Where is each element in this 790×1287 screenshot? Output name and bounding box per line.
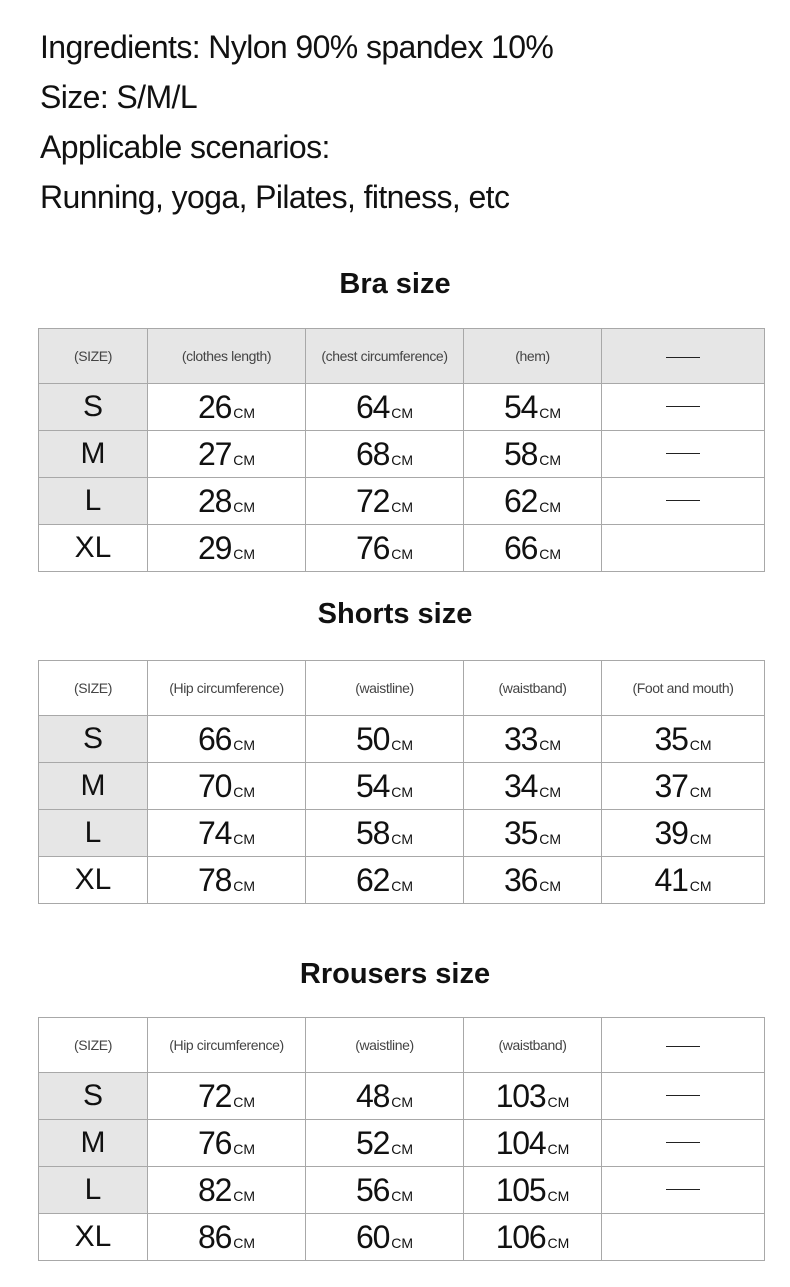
- dash-icon: [666, 500, 700, 501]
- value-cell: [464, 1073, 602, 1120]
- header-cell: (SIZE): [39, 1018, 148, 1073]
- header-cell: [602, 1018, 765, 1073]
- value: 104: [495, 1124, 546, 1161]
- dash-icon: [666, 406, 700, 407]
- header-cell: [602, 329, 765, 384]
- dash-icon: [666, 1189, 700, 1190]
- value: 33: [504, 720, 538, 757]
- value: 48: [356, 1077, 390, 1114]
- header-cell: (waistband): [464, 1018, 602, 1073]
- value: 68: [356, 435, 390, 472]
- value: 72: [356, 482, 390, 519]
- value: 58: [356, 814, 390, 851]
- unit-label: CM: [233, 830, 255, 847]
- unit-label: CM: [391, 877, 413, 894]
- size-cell: L: [39, 1167, 148, 1214]
- unit-label: CM: [689, 783, 712, 800]
- value-cell: [306, 857, 464, 904]
- value: 62: [356, 861, 390, 898]
- value: 105: [495, 1171, 546, 1208]
- value: 37: [654, 767, 688, 804]
- unit-label: CM: [539, 830, 561, 847]
- header-cell: (hem): [464, 329, 602, 384]
- value-cell: [464, 478, 602, 525]
- unit-label: CM: [391, 1234, 413, 1251]
- value-cell: [602, 384, 765, 431]
- table-row: [39, 1073, 765, 1120]
- value: 66: [198, 720, 232, 757]
- value: 78: [198, 861, 232, 898]
- value-cell: [306, 1214, 464, 1261]
- value: 36: [504, 861, 538, 898]
- value-cell: [306, 1120, 464, 1167]
- header-cell: (Foot and mouth): [602, 661, 765, 716]
- value: 50: [356, 720, 390, 757]
- value-cell: [148, 763, 306, 810]
- value-cell: [306, 1167, 464, 1214]
- unit-label: CM: [539, 545, 561, 562]
- unit-label: CM: [391, 830, 413, 847]
- trousers-size-title: Rrousers size: [299, 958, 491, 990]
- size-line: Size: S/M/L: [40, 79, 198, 115]
- unit-label: CM: [539, 877, 561, 894]
- dash-icon: [666, 453, 700, 454]
- unit-label: CM: [233, 736, 255, 753]
- size-cell: M: [39, 431, 148, 478]
- unit-label: CM: [391, 783, 413, 800]
- header-cell: (waistline): [306, 661, 464, 716]
- dash-icon: [666, 357, 700, 358]
- dash-icon: [666, 1046, 700, 1047]
- size-cell: S: [39, 716, 148, 763]
- unit-label: CM: [689, 877, 712, 894]
- value: 86: [198, 1218, 232, 1255]
- header-cell: (clothes length): [148, 329, 306, 384]
- value-cell: [464, 1167, 602, 1214]
- table-row: [39, 857, 765, 904]
- ingredients-line: Ingredients: Nylon 90% spandex 10%: [40, 29, 554, 65]
- value-cell: [148, 857, 306, 904]
- size-cell: L: [39, 810, 148, 857]
- value-cell: [306, 763, 464, 810]
- dash-icon: [666, 1142, 700, 1143]
- value-cell: [602, 857, 765, 904]
- value-cell: [148, 1120, 306, 1167]
- table-row: [39, 478, 765, 525]
- value-cell: [306, 810, 464, 857]
- empty-cell: [602, 525, 765, 572]
- header-cell: (Hip circumference): [148, 1018, 306, 1073]
- value-cell: [602, 1167, 765, 1214]
- value-cell: [148, 431, 306, 478]
- unit-label: CM: [547, 1187, 570, 1204]
- value: 64: [356, 388, 390, 425]
- scenarios-line: Running, yoga, Pilates, fitness, etc: [40, 179, 510, 215]
- value-cell: [148, 384, 306, 431]
- value-cell: [602, 763, 765, 810]
- unit-label: CM: [233, 783, 255, 800]
- value: 26: [198, 388, 232, 425]
- table-row: [39, 763, 765, 810]
- trousers-size-table: [38, 1017, 765, 1261]
- size-cell: S: [39, 1073, 148, 1120]
- header-cell: (SIZE): [39, 661, 148, 716]
- empty-cell: [602, 1214, 765, 1261]
- value-cell: [148, 525, 306, 572]
- value: 58: [504, 435, 538, 472]
- table-header-row: [39, 1018, 765, 1073]
- unit-label: CM: [391, 1140, 413, 1157]
- value: 35: [504, 814, 538, 851]
- value: 62: [504, 482, 538, 519]
- shorts-size-table: [38, 660, 765, 904]
- size-cell: XL: [39, 857, 148, 904]
- shorts-size-title: Shorts size: [317, 598, 473, 630]
- size-cell: L: [39, 478, 148, 525]
- value-cell: [464, 810, 602, 857]
- value-cell: [148, 1214, 306, 1261]
- bra-size-title: Bra size: [339, 268, 451, 300]
- size-cell: XL: [39, 525, 148, 572]
- value: 56: [356, 1171, 390, 1208]
- header-cell: (Hip circumference): [148, 661, 306, 716]
- unit-label: CM: [689, 736, 712, 753]
- unit-label: CM: [233, 498, 255, 515]
- unit-label: CM: [233, 1187, 255, 1204]
- value-cell: [148, 810, 306, 857]
- table-row: [39, 525, 765, 572]
- value: 66: [504, 529, 538, 566]
- size-cell: M: [39, 1120, 148, 1167]
- value: 34: [504, 767, 538, 804]
- size-cell: S: [39, 384, 148, 431]
- table-row: [39, 1167, 765, 1214]
- value-cell: [464, 1120, 602, 1167]
- scenarios-label: Applicable scenarios:: [40, 129, 330, 165]
- header-cell: (waistline): [306, 1018, 464, 1073]
- unit-label: CM: [233, 1093, 255, 1110]
- value: 27: [198, 435, 232, 472]
- unit-label: CM: [539, 498, 561, 515]
- value-cell: [464, 857, 602, 904]
- value: 28: [198, 482, 232, 519]
- value: 60: [356, 1218, 390, 1255]
- unit-label: CM: [547, 1140, 570, 1157]
- size-cell: XL: [39, 1214, 148, 1261]
- header-cell: (waistband): [464, 661, 602, 716]
- value: 72: [198, 1077, 232, 1114]
- value-cell: [464, 525, 602, 572]
- unit-label: CM: [233, 877, 255, 894]
- value-cell: [306, 431, 464, 478]
- table-row: [39, 384, 765, 431]
- value: 41: [654, 861, 688, 898]
- unit-label: CM: [391, 498, 413, 515]
- value-cell: [602, 1073, 765, 1120]
- unit-label: CM: [539, 783, 561, 800]
- unit-label: CM: [233, 545, 255, 562]
- unit-label: CM: [391, 736, 413, 753]
- value: 70: [198, 767, 232, 804]
- unit-label: CM: [391, 545, 413, 562]
- table-row: [39, 431, 765, 478]
- value-cell: [306, 525, 464, 572]
- unit-label: CM: [233, 1140, 255, 1157]
- value: 54: [504, 388, 538, 425]
- value: 35: [654, 720, 688, 757]
- value-cell: [148, 716, 306, 763]
- value-cell: [148, 478, 306, 525]
- value: 52: [356, 1124, 390, 1161]
- unit-label: CM: [547, 1234, 570, 1251]
- table-header-row: [39, 661, 765, 716]
- unit-label: CM: [547, 1093, 570, 1110]
- value-cell: [602, 1120, 765, 1167]
- unit-label: CM: [539, 736, 561, 753]
- value: 76: [356, 529, 390, 566]
- value: 106: [495, 1218, 546, 1255]
- unit-label: CM: [391, 1093, 413, 1110]
- table-header-row: [39, 329, 765, 384]
- unit-label: CM: [391, 404, 413, 421]
- unit-label: CM: [233, 1234, 255, 1251]
- value-cell: [464, 384, 602, 431]
- value: 39: [654, 814, 688, 851]
- table-row: [39, 716, 765, 763]
- value-cell: [306, 716, 464, 763]
- unit-label: CM: [539, 451, 561, 468]
- value: 76: [198, 1124, 232, 1161]
- value-cell: [148, 1167, 306, 1214]
- size-cell: M: [39, 763, 148, 810]
- dash-icon: [666, 1095, 700, 1096]
- header-cell: (chest circumference): [306, 329, 464, 384]
- value-cell: [464, 1214, 602, 1261]
- value-cell: [602, 716, 765, 763]
- product-intro: [40, 22, 553, 222]
- bra-size-table: [38, 328, 765, 572]
- value-cell: [464, 431, 602, 478]
- unit-label: CM: [539, 404, 561, 421]
- value-cell: [602, 431, 765, 478]
- value: 82: [198, 1171, 232, 1208]
- value: 54: [356, 767, 390, 804]
- table-row: [39, 1214, 765, 1261]
- unit-label: CM: [233, 451, 255, 468]
- value-cell: [306, 384, 464, 431]
- unit-label: CM: [233, 404, 255, 421]
- unit-label: CM: [391, 451, 413, 468]
- table-row: [39, 810, 765, 857]
- value-cell: [602, 810, 765, 857]
- value: 29: [198, 529, 232, 566]
- value-cell: [306, 1073, 464, 1120]
- value: 103: [495, 1077, 546, 1114]
- header-cell: (SIZE): [39, 329, 148, 384]
- value-cell: [602, 478, 765, 525]
- unit-label: CM: [689, 830, 712, 847]
- unit-label: CM: [391, 1187, 413, 1204]
- table-row: [39, 1120, 765, 1167]
- value-cell: [464, 716, 602, 763]
- value: 74: [198, 814, 232, 851]
- value-cell: [306, 478, 464, 525]
- value-cell: [148, 1073, 306, 1120]
- value-cell: [464, 763, 602, 810]
